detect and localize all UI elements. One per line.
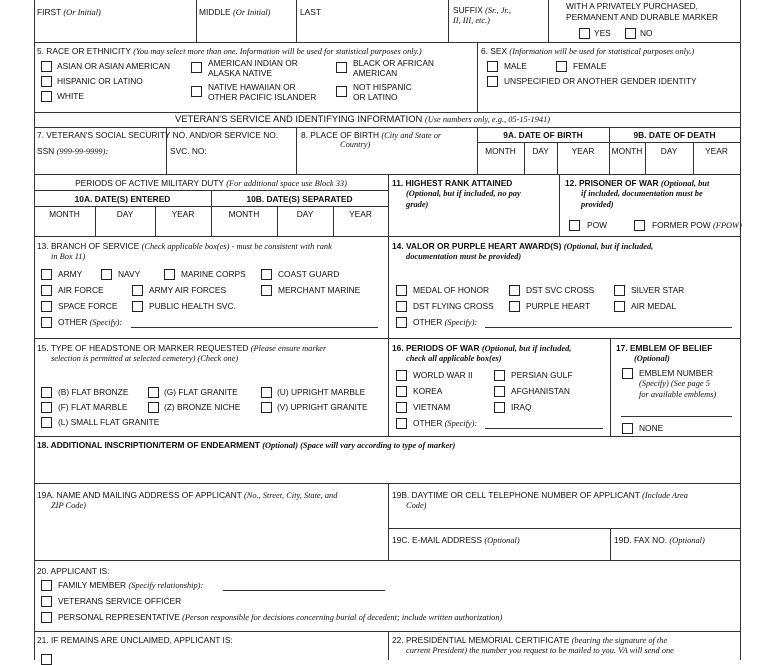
emblem-note: (Optional) — [634, 354, 670, 363]
personal-rep-label: PERSONAL REPRESENTATIVE (Person responsible for decisions concerning burial of decedent; include written authorization) — [58, 612, 503, 622]
veteran-section-title: VETERAN'S SERVICE AND IDENTIFYING INFORMATION (Use numbers only, e.g., 05-15-1941) — [175, 113, 551, 124]
rule — [740, 0, 741, 660]
bronze-niche-label: (Z) BRONZE NICHE — [164, 402, 241, 412]
vietnam-label: VIETNAM — [413, 402, 451, 412]
coast-guard-label: COAST GUARD — [278, 269, 340, 279]
certificate-label: 22. PRESIDENTIAL MEMORIAL CERTIFICATE (bearing the signature of the — [392, 635, 668, 645]
highest-rank-note: (Optional, but if included, no pay — [406, 189, 521, 198]
dst-svc-cross-checkbox[interactable] — [509, 285, 520, 296]
vso-label: VETERANS SERVICE OFFICER — [58, 596, 182, 606]
date-separated-label: 10B. DATE(S) SEPARATED — [246, 194, 353, 204]
world-war-ii-checkbox[interactable] — [396, 370, 407, 381]
valor-other-label: OTHER (Specify): — [413, 317, 478, 327]
dst-flying-cross-checkbox[interactable] — [396, 301, 407, 312]
flat-bronze-label: (B) FLAT BRONZE — [58, 387, 129, 397]
rule — [388, 483, 389, 560]
american-indian-label: AMERICAN INDIAN OR — [208, 58, 298, 68]
rule — [388, 236, 389, 436]
rule — [196, 0, 197, 42]
last-name-label: LAST — [300, 7, 321, 17]
black-checkbox[interactable] — [336, 62, 347, 73]
private-marker-text: PERMANENT AND DURABLE MARKER — [566, 12, 719, 22]
active-duty-label: PERIODS OF ACTIVE MILITARY DUTY (For additional space use Block 33) — [75, 178, 347, 188]
not-hispanic-checkbox[interactable] — [336, 86, 347, 97]
inscription-label: 18. ADDITIONAL INSCRIPTION/TERM OF ENDEARMENT (Optional) (Space will vary according to type of marker) — [37, 440, 456, 450]
pacific-islander-label: OTHER PACIFIC ISLANDER — [208, 92, 317, 102]
periods-of-war-note: check all applicable box(es) — [406, 354, 502, 363]
hispanic-label: HISPANIC OR LATINO — [57, 76, 143, 86]
pacific-islander-checkbox[interactable] — [191, 86, 202, 97]
american-indian-checkbox[interactable] — [191, 62, 202, 73]
white-checkbox[interactable] — [41, 91, 52, 102]
family-member-checkbox[interactable] — [41, 580, 52, 591]
separated-year-label: YEAR — [349, 209, 372, 219]
iraq-checkbox[interactable] — [494, 402, 505, 413]
war-other-label: OTHER (Specify): — [413, 418, 478, 428]
valor-other-input[interactable] — [485, 327, 732, 328]
air-medal-label: AIR MEDAL — [631, 301, 677, 311]
dob-year-label: YEAR — [571, 146, 595, 156]
emblem-none-label: NONE — [639, 423, 664, 433]
phone-input[interactable] — [392, 512, 736, 526]
navy-checkbox[interactable] — [101, 269, 112, 280]
pow-checkbox[interactable] — [569, 220, 580, 231]
private-marker-text: WITH A PRIVATELY PURCHASED, — [566, 1, 699, 11]
army-label: ARMY — [58, 269, 83, 279]
flat-granite-label: (G) FLAT GRANITE — [164, 387, 238, 397]
applicant-is-label: 20. APPLICANT IS: — [37, 566, 110, 576]
periods-of-war-label: 16. PERIODS OF WAR (Optional, but if included, — [392, 343, 572, 353]
ssn-field-label: SSN (999-99-9999): — [37, 146, 109, 156]
vietnam-checkbox[interactable] — [396, 402, 407, 413]
small-flat-granite-checkbox[interactable] — [41, 417, 52, 428]
dod-year-label: YEAR — [705, 146, 728, 156]
rule — [34, 42, 740, 43]
space-force-label: SPACE FORCE — [58, 301, 118, 311]
fax-label: 19D. FAX NO. (Optional) — [614, 535, 705, 545]
former-pow-label: FORMER POW (FPOW) — [652, 220, 742, 230]
relationship-input[interactable] — [223, 590, 385, 591]
emblem-number-note: (Specify) (See page 5 — [639, 379, 710, 388]
space-force-checkbox[interactable] — [41, 301, 52, 312]
pow-note: provided) — [581, 200, 614, 209]
valor-label: 14. VALOR OR PURPLE HEART AWARD(S) (Optional, but if included, — [392, 241, 654, 251]
afghanistan-checkbox[interactable] — [494, 386, 505, 397]
no-label: NO — [640, 28, 653, 38]
sex-label: 6. SEX (Information will be used for statistical purposes only.) — [481, 46, 695, 56]
army-air-forces-checkbox[interactable] — [132, 285, 143, 296]
rule — [34, 127, 740, 128]
flat-marble-checkbox[interactable] — [41, 402, 52, 413]
suffix-label: SUFFIX (Sr., Jr., — [453, 5, 511, 15]
branch-other-checkbox[interactable] — [41, 317, 52, 328]
rule — [34, 436, 740, 437]
place-of-birth-note: Country) — [340, 140, 371, 149]
emblem-number-checkbox[interactable] — [622, 368, 633, 379]
upright-marble-checkbox[interactable] — [261, 387, 272, 398]
public-health-label: PUBLIC HEALTH SVC. — [149, 301, 236, 311]
former-pow-checkbox[interactable] — [634, 220, 645, 231]
air-force-checkbox[interactable] — [41, 285, 52, 296]
air-medal-checkbox[interactable] — [614, 301, 625, 312]
inscription-input[interactable] — [38, 452, 736, 480]
vso-checkbox[interactable] — [41, 596, 52, 607]
rule — [34, 631, 740, 632]
applicant-address-input[interactable] — [38, 514, 384, 558]
middle-name-label: MIDDLE (Or Initial) — [199, 7, 271, 17]
rule — [477, 42, 478, 112]
place-of-birth-label: 8. PLACE OF BIRTH (City and State or — [301, 130, 442, 140]
silver-star-checkbox[interactable] — [614, 285, 625, 296]
iraq-label: IRAQ — [511, 402, 532, 412]
asian-checkbox[interactable] — [41, 61, 52, 72]
pow-note: if included, documentation must be — [581, 189, 703, 198]
suffix-note: II, III, etc.) — [453, 16, 490, 25]
coast-guard-checkbox[interactable] — [261, 269, 272, 280]
rule — [34, 483, 740, 484]
purple-heart-checkbox[interactable] — [509, 301, 520, 312]
applicant-address-label: 19A. NAME AND MAILING ADDRESS OF APPLICANT (No., Street, City, State, and — [37, 490, 338, 500]
hispanic-checkbox[interactable] — [41, 76, 52, 87]
medal-of-honor-label: MEDAL OF HONOR — [413, 285, 490, 295]
no-checkbox[interactable] — [625, 28, 636, 39]
american-indian-label: ALASKA NATIVE — [208, 68, 273, 78]
yes-label: YES — [594, 28, 611, 38]
world-war-ii-label: WORLD WAR II — [413, 370, 473, 380]
valor-other-checkbox[interactable] — [396, 317, 407, 328]
certificate-note: current President) the number you request to be mailed to you. VA will send one — [406, 646, 674, 655]
family-member-label: FAMILY MEMBER (Specify relationship): — [58, 580, 204, 590]
date-of-birth-label: 9A. DATE OF BIRTH — [503, 130, 583, 140]
upright-granite-label: (V) UPRIGHT GRANITE — [277, 402, 368, 412]
emblem-number-label: EMBLEM NUMBER — [639, 368, 713, 378]
emblem-label: 17. EMBLEM OF BELIEF — [616, 343, 713, 353]
highest-rank-label: 11. HIGHEST RANK ATTAINED — [392, 178, 513, 188]
emblem-none-checkbox[interactable] — [622, 423, 633, 434]
emblem-number-input[interactable] — [621, 416, 732, 417]
not-hispanic-label: OR LATINO — [353, 92, 398, 102]
phone-label: 19B. DAYTIME OR CELL TELEPHONE NUMBER OF APPLICANT (Include Area — [392, 490, 688, 500]
branch-label: 13. BRANCH OF SERVICE (Check applicable box(es) - must be consistent with rank — [37, 241, 332, 251]
unspecified-checkbox[interactable] — [487, 76, 498, 87]
rule — [610, 528, 611, 560]
bronze-niche-checkbox[interactable] — [148, 402, 159, 413]
race-label: 5. RACE OR ETHNICITY (You may select more than one. Information will be used for statistical purposes only.) — [37, 46, 422, 56]
purple-heart-label: PURPLE HEART — [526, 301, 591, 311]
asian-label: ASIAN OR ASIAN AMERICAN — [57, 61, 171, 71]
phone-note: Code) — [406, 501, 427, 510]
black-label: AMERICAN — [353, 68, 398, 78]
army-checkbox[interactable] — [41, 269, 52, 280]
persian-gulf-checkbox[interactable] — [494, 370, 505, 381]
email-input[interactable] — [392, 546, 606, 558]
emblem-number-note: for available emblems) — [639, 390, 717, 399]
rule — [388, 174, 389, 238]
flat-granite-checkbox[interactable] — [148, 387, 159, 398]
female-label: FEMALE — [573, 61, 607, 71]
pow-option-label: POW — [587, 220, 608, 230]
white-label: WHITE — [57, 91, 84, 101]
air-force-label: AIR FORCE — [58, 285, 104, 295]
pow-label: 12. PRISONER OF WAR (Optional, but — [565, 178, 710, 188]
dst-flying-cross-label: DST FLYING CROSS — [413, 301, 494, 311]
rule — [34, 174, 740, 175]
rule — [559, 174, 560, 236]
dob-month-label: MONTH — [485, 146, 516, 156]
unspecified-label: UNSPECIFIED OR ANOTHER GENDER IDENTITY — [504, 76, 697, 86]
highest-rank-note: grade) — [406, 200, 429, 209]
separated-day-label: DAY — [296, 209, 314, 219]
pacific-islander-label: NATIVE HAWAIIAN OR — [208, 82, 296, 92]
marker-type-note: selection is permitted at selected cemetery) (Check one) — [51, 354, 239, 363]
branch-note: in Box 11) — [51, 252, 86, 261]
rule — [34, 236, 740, 237]
not-hispanic-label: NOT HISPANIC — [353, 82, 412, 92]
dob-day-label: DAY — [532, 146, 549, 156]
war-other-checkbox[interactable] — [396, 418, 407, 429]
army-air-forces-label: ARMY AIR FORCES — [149, 285, 227, 295]
rule — [610, 338, 611, 436]
female-checkbox[interactable] — [556, 61, 567, 72]
entered-day-label: DAY — [116, 209, 134, 219]
small-flat-granite-label: (L) SMALL FLAT GRANITE — [58, 417, 160, 427]
marine-label: MARINE CORPS — [181, 269, 246, 279]
date-entered-label: 10A. DATE(S) ENTERED — [74, 194, 171, 204]
public-health-checkbox[interactable] — [132, 301, 143, 312]
yes-checkbox[interactable] — [579, 28, 590, 39]
ssn-label: 7. VETERAN'S SOCIAL SECURITY NO. AND/OR SERVICE NO. — [37, 130, 279, 140]
rule — [296, 127, 297, 174]
marine-checkbox[interactable] — [164, 269, 175, 280]
male-checkbox[interactable] — [487, 61, 498, 72]
flat-bronze-checkbox[interactable] — [41, 387, 52, 398]
dod-month-label: MONTH — [611, 146, 643, 156]
upright-marble-label: (U) UPRIGHT MARBLE — [277, 387, 366, 397]
branch-other-input[interactable] — [131, 327, 378, 328]
rule — [548, 0, 549, 42]
applicant-address-note: ZIP Code) — [51, 501, 86, 510]
separated-month-label: MONTH — [228, 209, 260, 219]
merchant-marine-label: MERCHANT MARINE — [278, 285, 361, 295]
rule — [388, 528, 740, 529]
rule — [34, 338, 740, 339]
korea-label: KOREA — [413, 386, 443, 396]
valor-note: documentation must be provided) — [406, 252, 522, 261]
male-label: MALE — [504, 61, 527, 71]
rule — [296, 0, 297, 42]
rule — [448, 0, 449, 42]
entered-year-label: YEAR — [171, 209, 195, 219]
entered-month-label: MONTH — [49, 209, 80, 219]
war-other-input[interactable] — [485, 428, 603, 429]
merchant-marine-checkbox[interactable] — [261, 285, 272, 296]
marker-type-label: 15. TYPE OF HEADSTONE OR MARKER REQUESTED (Please ensure marker — [37, 343, 327, 353]
rule — [34, 560, 740, 561]
upright-granite-checkbox[interactable] — [261, 402, 272, 413]
rule — [34, 0, 35, 660]
flat-marble-label: (F) FLAT MARBLE — [58, 402, 128, 412]
dst-svc-cross-label: DST SVC CROSS — [526, 285, 595, 295]
first-name-label: FIRST (Or Initial) — [37, 7, 101, 17]
medal-of-honor-checkbox[interactable] — [396, 285, 407, 296]
email-label: 19C. E-MAIL ADDRESS (Optional) — [392, 535, 520, 545]
branch-other-label: OTHER (Specify): — [58, 317, 123, 327]
persian-gulf-label: PERSIAN GULF — [511, 370, 573, 380]
personal-rep-checkbox[interactable] — [41, 612, 52, 623]
date-of-death-label: 9B. DATE OF DEATH — [633, 130, 716, 140]
korea-checkbox[interactable] — [396, 386, 407, 397]
service-number-label: SVC. NO: — [170, 146, 207, 156]
silver-star-label: SILVER STAR — [631, 285, 685, 295]
navy-label: NAVY — [118, 269, 141, 279]
black-label: BLACK OR AFRICAN — [353, 58, 434, 68]
unclaimed-label: 21. IF REMAINS ARE UNCLAIMED, APPLICANT IS: — [37, 635, 233, 645]
afghanistan-label: AFGHANISTAN — [511, 386, 570, 396]
dod-day-label: DAY — [660, 146, 678, 156]
fax-input[interactable] — [614, 546, 736, 558]
rule — [388, 631, 389, 660]
